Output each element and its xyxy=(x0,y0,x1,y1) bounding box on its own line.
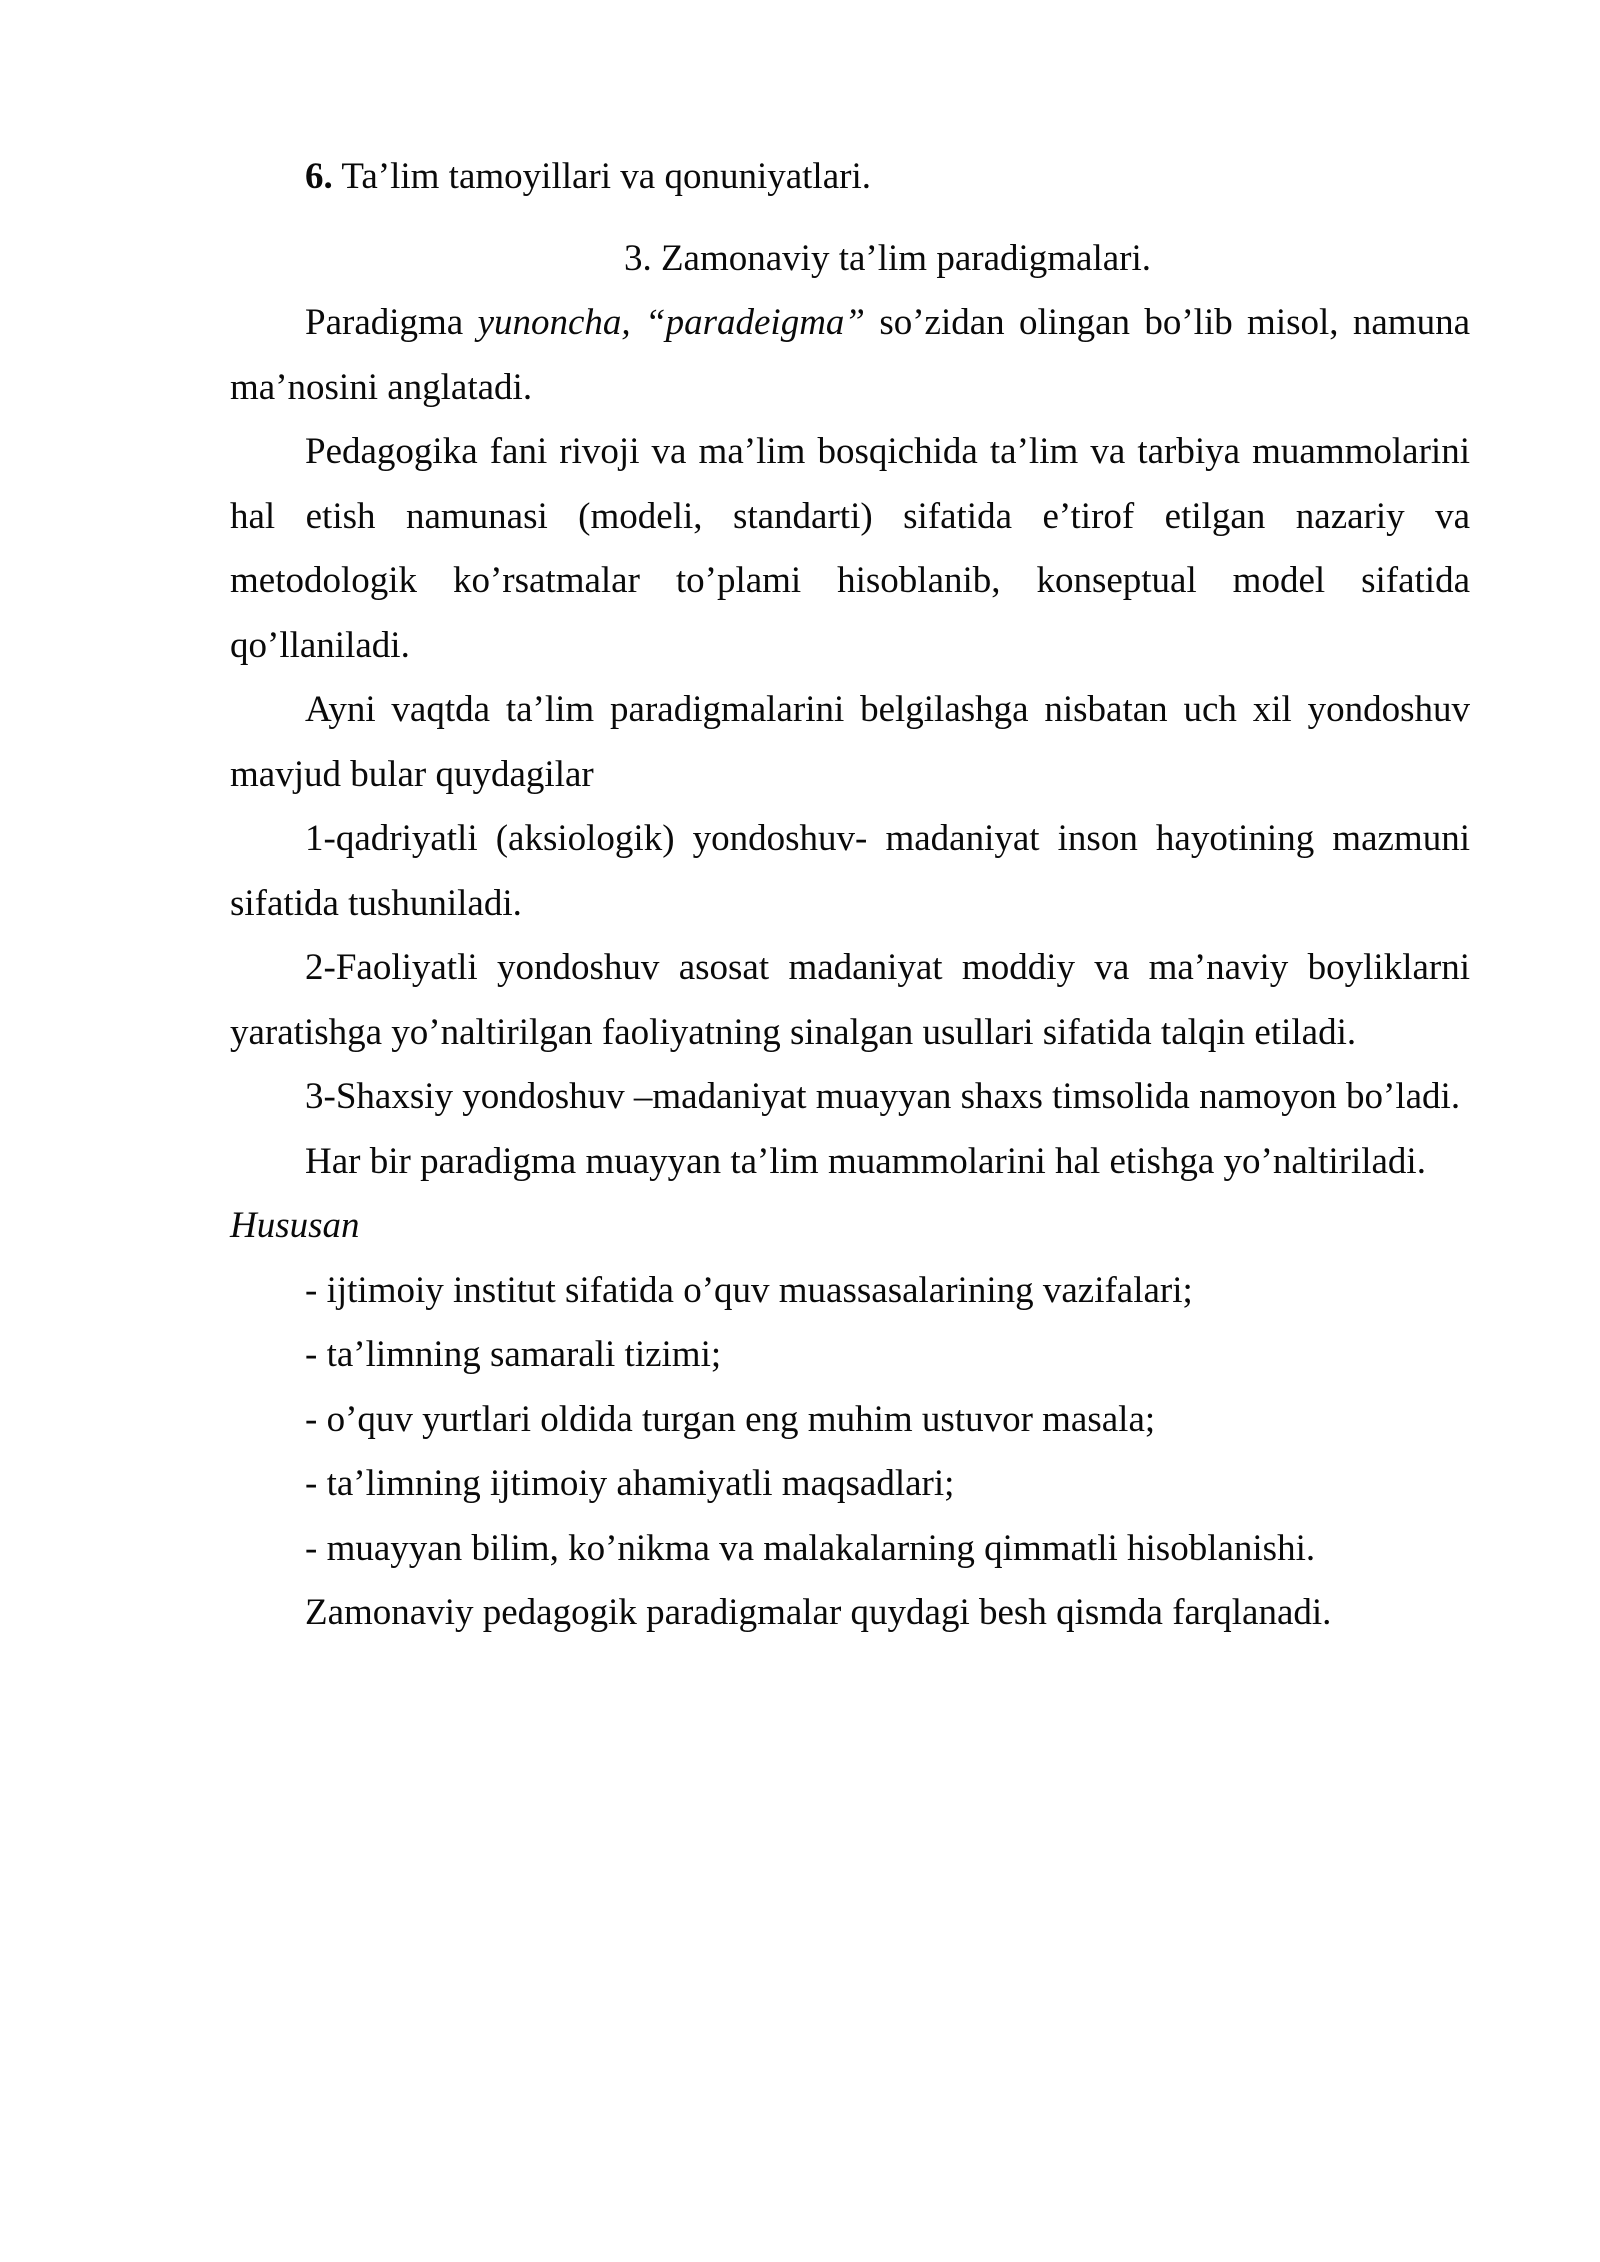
paragraph-pedagogika-line-3: metodologik ko’rsatmalar to’plami hisoblanib, konseptual model sifatida xyxy=(230,560,1470,601)
paragraph-harbir: Har bir paradigma muayyan ta’lim muammolarini hal etishga yo’naltiriladi. xyxy=(305,1140,1426,1182)
paragraph-shaxsiy: 3-Shaxsiy yondoshuv –madaniyat muayyan shaxs timsolida namoyon bo’ladi. xyxy=(305,1076,1461,1117)
dash-list-item-4: - ta’limning ijtimoiy ahamiyatli maqsadlari; xyxy=(305,1463,955,1504)
dash-list-item-5: - muayyan bilim, ko’nikma va malakalarning qimmatli hisoblanishi. xyxy=(305,1527,1316,1569)
paragraph-pedagogika-line-4: qo’llaniladi. xyxy=(230,624,410,666)
paradigma-plain-2: so’zidan olingan bo’lib misol, namuna xyxy=(865,302,1471,343)
paragraph-paradigma-line-1 xyxy=(230,291,1470,356)
paragraph-faoliyatli-line-1: 2-Faoliyatli yondoshuv asosat madaniyat moddiy va ma’naviy boyliklarni xyxy=(305,947,1470,988)
item-6-number: 6. xyxy=(305,156,333,197)
dash-list-item-1: - ijtimoiy institut sifatida o’quv muassasalarining vazifalari; xyxy=(305,1269,1193,1311)
paragraph-paradigma-line-2: ma’nosini anglatadi. xyxy=(230,366,533,408)
numbered-item-6 xyxy=(230,145,1470,210)
paradigma-plain-1: Paradigma xyxy=(305,302,478,343)
paragraph-ayni-line-1: Ayni vaqtda ta’lim paradigmalarini belgilashga nisbatan uch xil yondoshuv xyxy=(305,689,1470,730)
paragraph-zamonaviy: Zamonaviy pedagogik paradigmalar quydagi besh qismda farqlanadi. xyxy=(305,1592,1332,1633)
dash-list-item-2: - ta’limning samarali tizimi; xyxy=(305,1334,722,1375)
dash-list-item-3: - o’quv yurtlari oldida turgan eng muhim ustuvor masala; xyxy=(305,1398,1156,1440)
paragraph-pedagogika-line-1: Pedagogika fani rivoji va ma’lim bosqichida ta’lim va tarbiya muammolarini xyxy=(305,431,1470,472)
paragraph-qadriyatli-line-1: 1-qadriyatli (aksiologik) yondoshuv- madaniyat inson hayotining mazmuni xyxy=(305,818,1470,859)
paragraph-pedagogika-line-2: hal etish namunasi (modeli, standarti) sifatida e’tirof etilgan nazariy va xyxy=(230,495,1470,537)
paragraph-qadriyatli-line-2: sifatida tushuniladi. xyxy=(230,882,522,924)
paragraph-ayni-line-2: mavjud bular quydagilar xyxy=(230,753,594,795)
paragraph-hususan: Hususan xyxy=(230,1205,360,1246)
section-heading: 3. Zamonaviy ta’lim paradigmalari. xyxy=(623,237,1152,279)
paragraph-faoliyatli-line-2: yaratishga yo’naltirilgan faoliyatning sinalgan usullari sifatida talqin etiladi. xyxy=(230,1011,1357,1053)
paradigma-italic-term: yunoncha, “paradeigma” xyxy=(477,302,865,343)
item-6-text: Ta’lim tamoyillari va qonuniyatlari. xyxy=(332,156,871,197)
